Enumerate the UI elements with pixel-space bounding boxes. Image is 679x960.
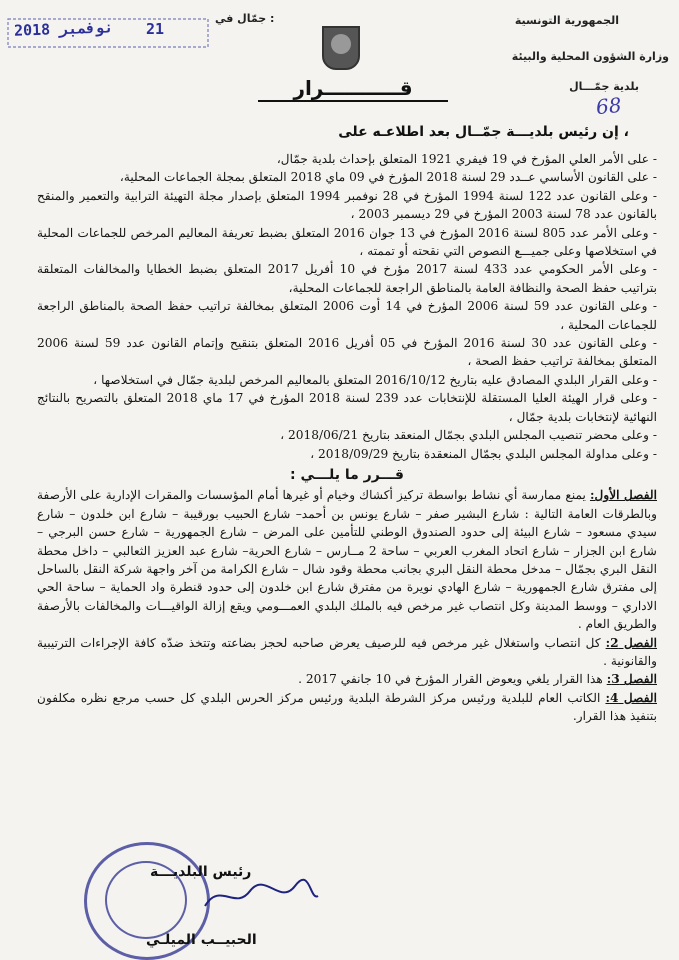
page-title: قـــــــــــرار — [258, 76, 448, 102]
reference-item: - وعلى القانون عدد 59 لسنة 2006 المؤرخ في 14 أوت 2006 المتعلق بمخالفة تراتيب حفظ الصحة بالمناطق الراجعة للجماعات المحلية ، — [37, 299, 657, 332]
chapter-label: الفصل 4: — [605, 690, 657, 705]
reference-item: - وعلى قرار الهيئة العليا المستقلة للإنتخابات عدد 239 لسنة 2018 المؤرخ في 17 ماي 2018 المتعلق بالتصريح بالنتائج النهائية لإنتخابات بلدية جمّال ، — [37, 391, 657, 424]
chapter-item — [37, 670, 657, 688]
preamble: إن رئيس بلديـــة جمّــال بعد اطلاعـه على ، — [338, 124, 629, 140]
reference-item: - على القانون الأساسي عــدد 29 لسنة 2018 المؤرخ في 09 ماي 2018 المتعلق بمجلة الجماعات المحلية، — [119, 170, 657, 185]
references-list — [37, 150, 657, 463]
chapter-text: يمنع ممارسة أي نشاط بواسطة تركيز أكشاك وخيام أو غيرها أمام المؤسسات والمقرات الإدارية على الأرصفة وبالطرقات العامة التالية : شارع البشير صفر – شارع يونس بن أحمد– شارع الحبيب بورقيبة – شارع ابن خلدون – شارع سيدي مسعود – شارع البيئة إلى حدود الصندوق الوطني للتأمين على المرض – شارع الجمهورية – شارع حسن البرجي – شارع ابن الجزار – شارع اتحاد المغرب العربي – ساحة 2 مــارس – شارع الحرية– شارع عبد العزيز الثعالبي – داخل محطة النقل البري بجمّال – مدخل محطة النقل البري بجانب محطة وقود شال – شارع الكرامة من آخر واجهة شركة النقل بالساحل إلى مفترق شارع الجمهورية – شارع الهادي نويرة من مفترق شارع ابن خلدون إلى حدود قنطرة واد الحماية – ساحة الحي الاداري – ووسط المدينة وكل انتصاب غير مرخص فيه بالملك البلدي العمـــومي ويقع إزالة الواقيـــات والمخالفات بالأرصفة والطريق العام . — [37, 488, 657, 632]
reference-item: - وعلى الأمر عدد 805 لسنة 2016 المؤرخ في 13 جوان 2016 المتعلق بضبط تعريفة المعاليم المرخص للجماعات المحلية في استخلاصها وعلى جميـــع النصوص التي نقحته أو تممته ، — [37, 225, 657, 259]
signature-icon — [200, 876, 320, 916]
reference-item: - وعلى القانون عدد 122 لسنة 1994 المؤرخ في 28 نوفمبر 1994 المتعلق بإصدار مجلة التهيئة الترابية والتعمير والمنقح بالقانون عدد 78 لسنة 2003 المؤرخ في 29 ديسمبر 2003 ، — [37, 188, 657, 222]
reference-item: - على الأمر العلي المؤرخ في 19 فيفري 1921 المتعلق بإحداث بلدية جمّال، — [276, 152, 657, 166]
reference-item: - وعلى مداولة المجلس البلدي بجمّال المنعقدة بتاريخ 2018/09/29 ، — [310, 446, 657, 461]
chapter-item — [37, 486, 657, 633]
republic-label: الجمهورية التونسية — [514, 14, 619, 27]
chapter-text: هذا القرار يلغي ويعوض القرار المؤرخ في 10 جانفي 2017 . — [298, 672, 607, 687]
signatory-name: الحبيــب الميلـي — [146, 932, 257, 948]
chapter-label: الفصل الأول: — [589, 488, 658, 503]
chapter-text: الكاتب العام للبلدية ورئيس مركز الشرطة البلدية ورئيس مركز الحرس البلدي كل حسب مرجع نظره مكلفون بتنفيذ هذا القرار. — [37, 690, 657, 724]
handwritten-number: 68 — [594, 92, 623, 120]
reference-item: - وعلى القانون عدد 30 لسنة 2016 المؤرخ في 05 أفريل 2016 المتعلق بتنقيح وإتمام القانون عدد 59 لسنة 2006 المتعلق بمخالفة تراتيب حفظ الصحة ، — [37, 336, 658, 369]
chapter-label: الفصل 2: — [605, 635, 658, 650]
document-body — [37, 150, 657, 726]
chapter-label: الفصل 3: — [606, 672, 657, 687]
municipality-label: بلدية جمّـــال — [569, 80, 639, 93]
signatory-title: رئيس البلديـــة — [150, 864, 252, 880]
reference-item: - وعلى محضر تنصيب المجلس البلدي بجمّال المنعقد بتاريخ 2018/06/21 ، — [280, 428, 657, 443]
stamp-day: 21 — [146, 20, 165, 38]
decision-heading: قـــرر ما يلـــي : — [290, 466, 404, 483]
tunisia-emblem-icon — [322, 26, 360, 70]
reference-item: - وعلى القرار البلدي المصادق عليه بتاريخ 2016/10/12 المتعلق بالمعاليم المرخص لبلدية جمّال في استخلاصها ، — [93, 372, 657, 387]
ministry-label: وزارة الشؤون المحلية والبيئة — [511, 50, 669, 63]
registration-label: جمّال في : — [215, 12, 275, 25]
chapter-item — [37, 634, 657, 671]
chapter-text: كل انتصاب واستغلال غير مرخص فيه للرصيف يعرض صاحبه لحجز بضاعته وتتخذ ضدّه كافة الإجراءات الترتيبية والقانونية . — [37, 635, 657, 668]
chapter-item — [37, 689, 657, 726]
chapters-list — [37, 486, 657, 725]
stamp-date: 2018 نوفمبر — [13, 18, 114, 40]
reference-item: - وعلى الأمر الحكومي عدد 433 لسنة 2017 مؤرخ في 10 أفريل 2017 المتعلق بضبط الخطايا والمخالفات المتعلقة بتراتيب حفظ الصحة والنظافة العامة بالمناطق الراجعة للجماعات المحلية، — [37, 262, 657, 295]
